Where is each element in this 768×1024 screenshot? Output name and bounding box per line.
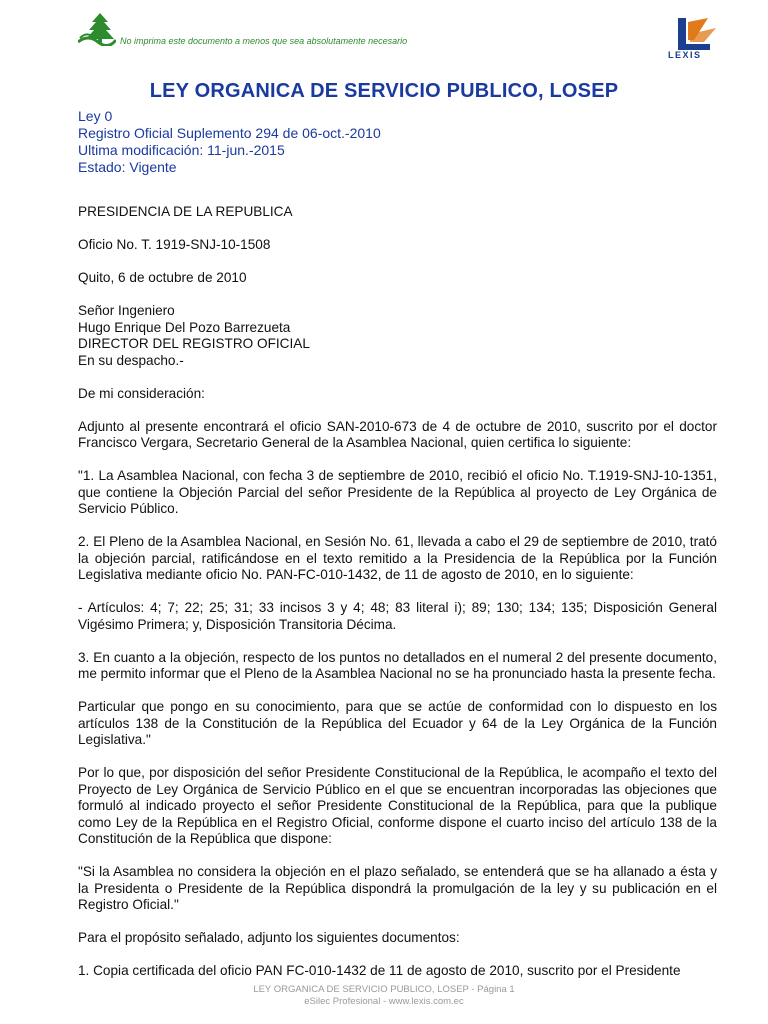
addressee-block: Señor Ingeniero Hugo Enrique Del Pozo Barrezueta DIRECTOR DEL REGISTRO OFICIAL En su despacho.-: [78, 303, 310, 368]
paragraph: 1. Copia certificada del oficio PAN FC-010-1432 de 11 de agosto de 2010, suscrito por el Presidente: [78, 963, 681, 978]
document-title: LEY ORGANICA DE SERVICIO PUBLICO, LOSEP: [149, 80, 619, 102]
eco-print-note: No imprima este documento a menos que sea absolutamente necesario: [120, 36, 408, 46]
paragraph: 2. El Pleno de la Asamblea Nacional, en Sesión No. 61, llevada a cabo el 29 de septiembre de 2010, trató la objeción parcial, ratificándose en el texto remitido a la Presidencia de la República por la Función Legislativa mediante oficio No. PAN-FC-010-1432, de 11 de agosto de 2010, en lo siguiente:: [78, 534, 717, 582]
paragraph: - Artículos: 4; 7; 22; 25; 31; 33 incisos 3 y 4; 48; 83 literal i); 89; 130; 134; 135; Disposición General Vigésimo Primera; y, Disposición Transitoria Décima.: [78, 600, 717, 632]
footer-site-link[interactable]: eSilec Profesional - www.lexis.com.ec: [304, 996, 464, 1007]
meta-last-modified: Ultima modificación: 11-jun.-2015: [78, 142, 285, 158]
meta-status: Estado: Vigente: [78, 159, 177, 175]
paragraph: Quito, 6 de octubre de 2010: [78, 270, 247, 285]
page-footer: [0, 984, 768, 1008]
footer-page-label: LEY ORGANICA DE SERVICIO PUBLICO, LOSEP - Página 1: [253, 984, 515, 995]
paragraph: Por lo que, por disposición del señor Presidente Constitucional de la República, le acompaño el texto del Proyecto de Ley Orgánica de Servicio Público en el que se encuentran incorporadas las objeciones que formuló al indicado proyecto el señor Presidente Constitucional de la República, para que la publique como Ley de la República en el Registro Oficial, conforme dispone el cuarto inciso del artículo 138 de la Constitución de la República que dispone:: [78, 765, 717, 846]
paragraph: Oficio No. T. 1919-SNJ-10-1508: [78, 237, 271, 252]
meta-registro-oficial: Registro Oficial Suplemento 294 de 06-oct.-2010: [78, 125, 381, 141]
paragraph: "Si la Asamblea no considera la objeción en el plazo señalado, se entenderá que se ha allanado a ésta y la Presidenta o Presidente de la República dispondrá la promulgación de la ley y su publicación en el Registro Oficial.": [78, 864, 717, 912]
document-body: [78, 204, 717, 996]
paragraph: Particular que pongo en su conocimiento, para que se actúe de conformidad con lo dispuesto en los artículos 138 de la Constitución de la República del Ecuador y 64 de la Ley Orgánica de la Función Legislativa.": [78, 699, 717, 747]
paragraph: 3. En cuanto a la objeción, respecto de los puntos no detallados en el numeral 2 del presente documento, me permito informar que el Pleno de la Asamblea Nacional no se ha pronunciado hasta la presente fecha.: [78, 649, 717, 681]
eco-tree-icon: [78, 12, 116, 46]
paragraph: PRESIDENCIA DE LA REPUBLICA: [78, 204, 293, 219]
paragraph: Adjunto al presente encontrará el oficio SAN-2010-673 de 4 de octubre de 2010, suscrito por el doctor Francisco Vergara, Secretario General de la Asamblea Nacional, quien certifica lo siguiente:: [78, 418, 717, 450]
paragraph: De mi consideración:: [78, 385, 205, 401]
paragraph: "1. La Asamblea Nacional, con fecha 3 de septiembre de 2010, recibió el oficio No. T.1919-SNJ-10-1351, que contiene la Objeción Parcial del señor Presidente de la República al proyecto de Ley Orgánica de Servicio Público.: [78, 468, 717, 516]
meta-law-number: Ley 0: [78, 108, 113, 124]
paragraph: Para el propósito señalado, adjunto los siguientes documentos:: [78, 930, 460, 945]
page-header: [0, 0, 768, 66]
lexis-logo-label: LEXIS: [668, 50, 702, 60]
document-meta: [78, 108, 381, 176]
